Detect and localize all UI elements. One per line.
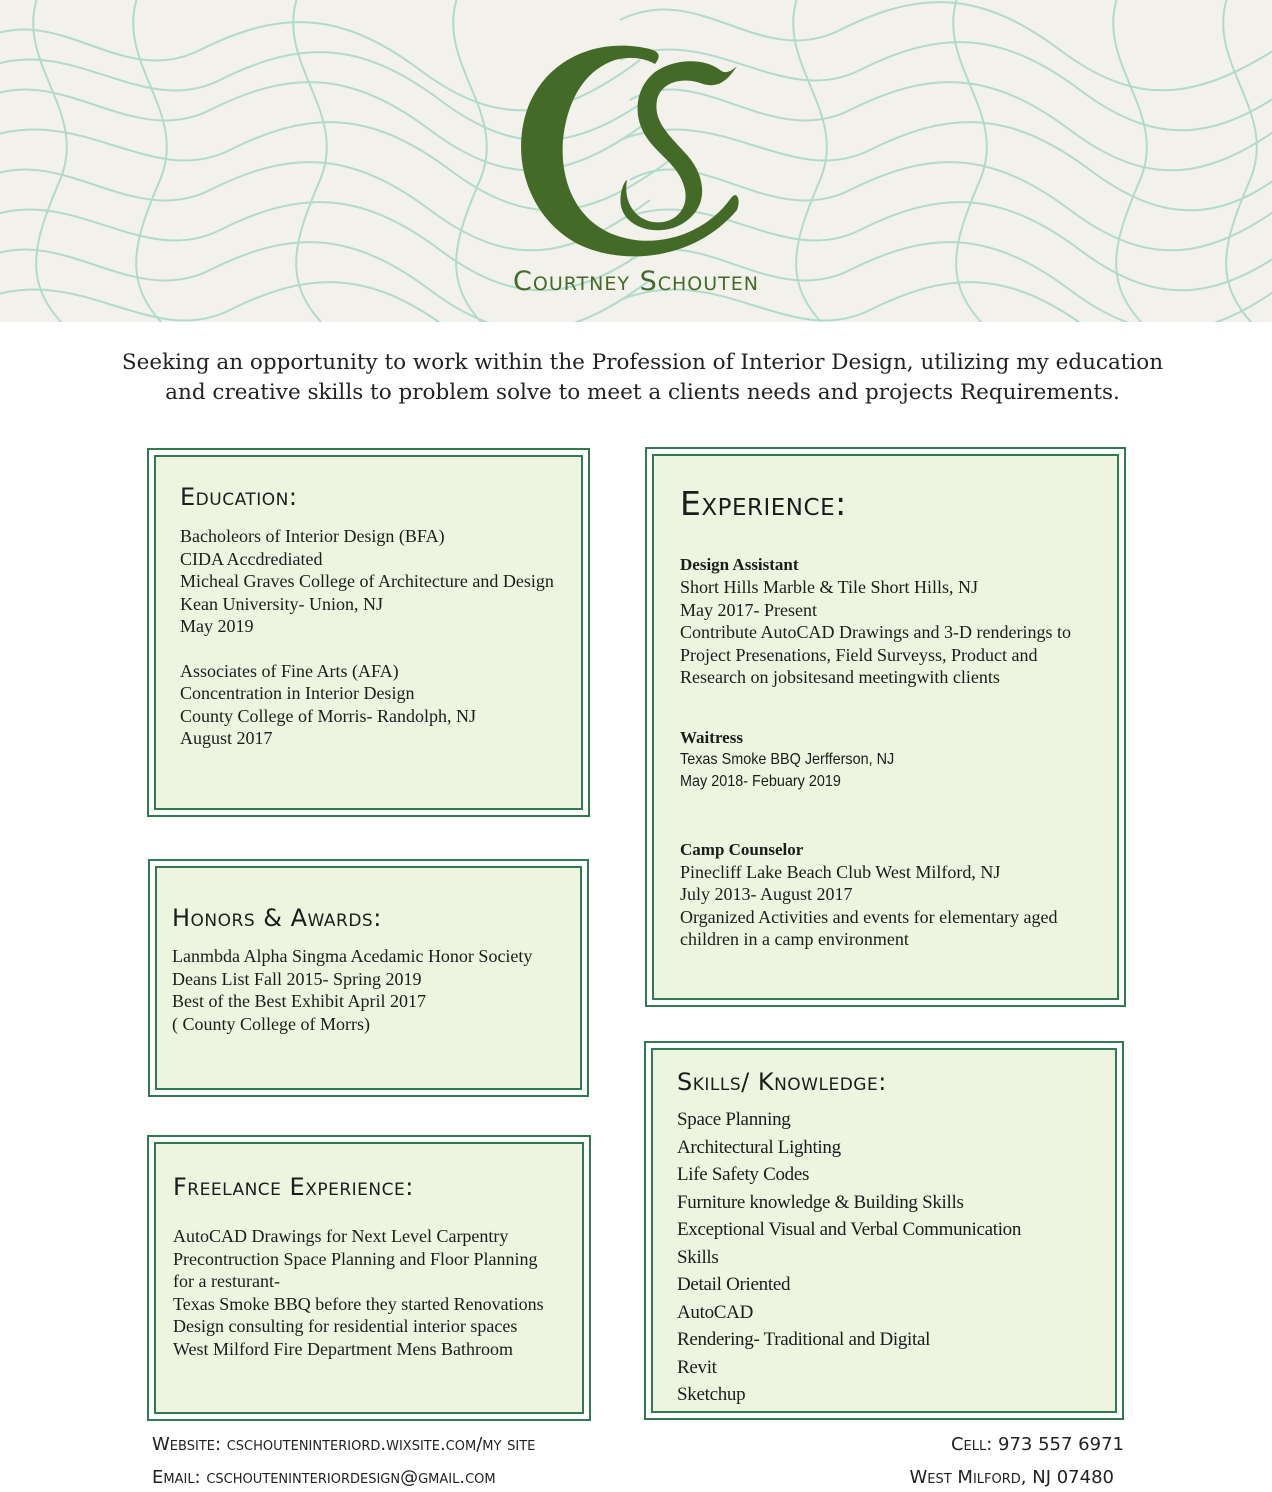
freelance-experience-section <box>147 1135 591 1421</box>
list-item: Design consulting for residential interior spaces <box>173 1316 518 1336</box>
list-item: Detail Oriented <box>677 1274 791 1295</box>
list-item: Revit <box>677 1356 717 1378</box>
footer-website: Website: cschouteninteriord.wixsite.com/my site <box>152 1434 536 1455</box>
objective-line: and creative skills to problem solve to meet a clients needs and projects Requirements. <box>165 380 1120 405</box>
list-item: Space Planning <box>677 1109 791 1130</box>
skills-heading: Skills/ Knowledge: <box>677 1068 887 1096</box>
list-item: Short Hills Marble & Tile Short Hills, NJ <box>680 577 979 597</box>
skills-list <box>677 1106 1021 1409</box>
skills-knowledge-section <box>644 1041 1124 1420</box>
applicant-name: Courtney Schouten <box>513 266 759 297</box>
education-heading: Education: <box>180 483 298 511</box>
list-item: Lanmbda Alpha Singma Acedamic Honor Society <box>172 946 533 966</box>
list-item: AutoCAD <box>677 1301 754 1323</box>
freelance-list <box>173 1225 544 1360</box>
list-item: Concentration in Interior Design <box>180 683 415 703</box>
honors-awards-section <box>148 859 589 1097</box>
list-item: Texas Smoke BBQ before they started Renovations <box>173 1293 544 1314</box>
list-item: County College of Morris- Randolph, NJ <box>180 705 476 726</box>
list-item: Skills <box>677 1246 719 1268</box>
honors-heading: Honors & Awards: <box>172 904 382 932</box>
list-item: Exceptional Visual and Verbal Communication <box>677 1219 1022 1240</box>
list-item: May 2017- Present <box>680 599 817 620</box>
education-list <box>180 525 554 750</box>
list-item: May 2018- Febuary 2019 <box>680 773 841 790</box>
list-item: CIDA Accdrediated <box>180 548 323 569</box>
footer-cell: Cell: 973 557 6971 <box>950 1434 1124 1455</box>
list-item: August 2017 <box>180 728 273 748</box>
list-item: Contribute AutoCAD Drawings and 3-D renderings to <box>680 622 1071 642</box>
job-title: Design Assistant <box>680 555 799 574</box>
list-item: Research on jobsitesand meetingwith clients <box>680 667 1000 687</box>
list-item: West Milford Fire Department Mens Bathroom <box>173 1338 513 1359</box>
footer-location: West Milford, NJ 07480 <box>909 1467 1114 1488</box>
list-item: children in a camp environment <box>680 929 909 949</box>
list-item: for a resturant- <box>173 1271 280 1291</box>
objective-line: Seeking an opportunity to work within the Profession of Interior Design, utilizing my education <box>121 350 1164 375</box>
list-item: Kean University- Union, NJ <box>180 593 383 614</box>
list-item: Precontruction Space Planning and Floor Planning <box>173 1248 538 1269</box>
list-item: Organized Activities and events for elementary aged <box>680 906 1058 927</box>
cs-monogram-logo <box>505 30 755 270</box>
list-item: Deans List Fall 2015- Spring 2019 <box>172 968 422 989</box>
experience-list <box>680 554 1071 951</box>
freelance-heading: Freelance Experience: <box>173 1173 414 1201</box>
list-item: AutoCAD Drawings for Next Level Carpentry <box>173 1226 509 1246</box>
honors-list <box>172 945 532 1035</box>
list-item: Rendering- Traditional and Digital <box>677 1329 931 1350</box>
experience-heading: Experience: <box>680 484 847 523</box>
objective-statement <box>120 348 1165 408</box>
job-title: Waitress <box>680 727 743 747</box>
job-title: Camp Counselor <box>680 839 804 859</box>
list-item: Project Presenations, Field Surveyss, Product and <box>680 644 1038 665</box>
header-banner <box>0 0 1272 322</box>
list-item: Sketchup <box>677 1384 746 1405</box>
list-item: Furniture knowledge & Building Skills <box>677 1191 964 1213</box>
list-item: Pinecliff Lake Beach Club West Milford, NJ <box>680 861 1001 882</box>
education-section <box>147 448 590 817</box>
experience-section <box>645 447 1126 1007</box>
list-item: Life Safety Codes <box>677 1164 810 1185</box>
list-item: May 2019 <box>180 616 254 636</box>
footer-email: Email: cschouteninteriordesign@gmail.com <box>152 1467 496 1488</box>
list-item: Architectural Lighting <box>677 1136 841 1158</box>
list-item: ( County College of Morrs) <box>172 1013 370 1034</box>
list-item: Associates of Fine Arts (AFA) <box>180 660 399 681</box>
list-item: Bacholeors of Interior Design (BFA) <box>180 526 445 546</box>
list-item: Texas Smoke BBQ Jerfferson, NJ <box>680 750 895 768</box>
list-item: Micheal Graves College of Architecture and Design <box>180 571 554 591</box>
list-item: Best of the Best Exhibit April 2017 <box>172 991 426 1011</box>
list-item: July 2013- August 2017 <box>680 884 853 904</box>
